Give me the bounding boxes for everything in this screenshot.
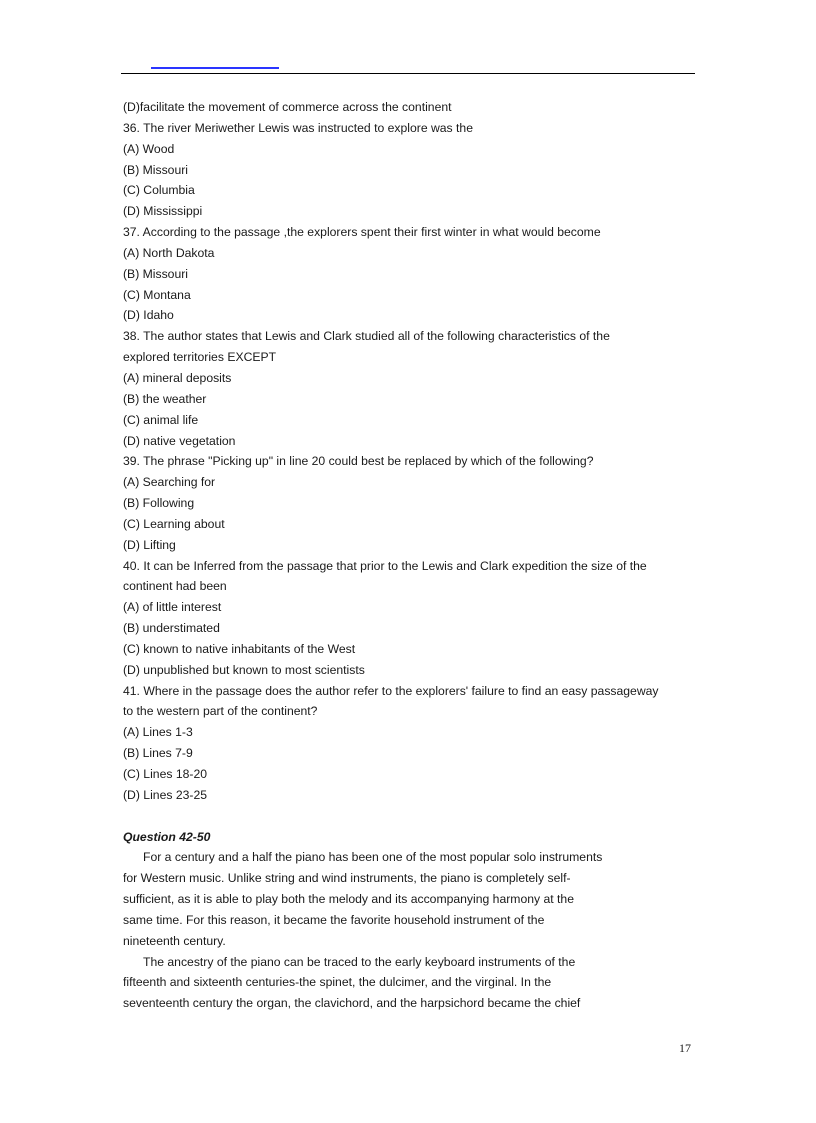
question-38-continued: explored territories EXCEPT xyxy=(123,350,277,365)
question-37: 37. According to the passage ,the explorers spent their first winter in what would become xyxy=(123,225,601,240)
question-41-continued: to the western part of the continent? xyxy=(123,704,318,719)
answer-option: (D) Mississippi xyxy=(123,204,203,219)
section-heading: Question 42-50 xyxy=(123,829,211,844)
passage-line: sufficient, as it is able to play both the melody and its accompanying harmony at the xyxy=(123,892,574,907)
passage-line: for Western music. Unlike string and wind instruments, the piano is completely self- xyxy=(123,871,571,886)
answer-option: (D) unpublished but known to most scientists xyxy=(123,662,365,677)
header-link-underline[interactable] xyxy=(151,67,279,69)
answer-option: (B) Missouri xyxy=(123,266,189,281)
answer-option: (D) native vegetation xyxy=(123,433,236,448)
answer-option: (D) Idaho xyxy=(123,308,174,323)
header-rule xyxy=(121,73,695,74)
page-content xyxy=(123,97,703,1014)
question-40-continued: continent had been xyxy=(123,579,227,594)
question-41: 41. Where in the passage does the author refer to the explorers' failure to find an easy passageway xyxy=(123,683,659,698)
question-36: 36. The river Meriwether Lewis was instructed to explore was the xyxy=(123,120,473,135)
answer-option: (C) animal life xyxy=(123,412,199,427)
answer-option: (B) Lines 7-9 xyxy=(123,746,193,761)
answer-option: (D) Lifting xyxy=(123,537,176,552)
question-38: 38. The author states that Lewis and Clark studied all of the following characteristics of the xyxy=(123,329,610,344)
question-40: 40. It can be Inferred from the passage that prior to the Lewis and Clark expedition the size of the xyxy=(123,558,647,573)
answer-option: (C) Montana xyxy=(123,287,191,302)
passage-line: The ancestry of the piano can be traced to the early keyboard instruments of the xyxy=(143,954,576,969)
passage-line: fifteenth and sixteenth centuries-the spinet, the dulcimer, and the virginal. In the xyxy=(123,975,552,990)
answer-option: (B) Following xyxy=(123,496,195,511)
text-line: (D)facilitate the movement of commerce across the continent xyxy=(123,100,452,114)
answer-option: (B) understimated xyxy=(123,621,220,636)
answer-option: (D) Lines 23-25 xyxy=(123,787,207,802)
answer-option: (A) mineral deposits xyxy=(123,370,232,385)
answer-option: (B) Missouri xyxy=(123,162,189,177)
passage-line: seventeenth century the organ, the clavichord, and the harpsichord became the chief xyxy=(123,996,581,1011)
answer-option: (A) Wood xyxy=(123,141,175,156)
answer-option: (A) Searching for xyxy=(123,475,216,490)
answer-option: (C) Columbia xyxy=(123,183,195,198)
answer-option: (B) the weather xyxy=(123,391,207,406)
passage-line: nineteenth century. xyxy=(123,933,226,948)
answer-option: (C) known to native inhabitants of the West xyxy=(123,641,356,656)
passage-line: same time. For this reason, it became the favorite household instrument of the xyxy=(123,912,545,927)
passage-line: For a century and a half the piano has been one of the most popular solo instruments xyxy=(143,850,603,865)
answer-option: (A) Lines 1-3 xyxy=(123,725,193,740)
page-number: 17 xyxy=(679,1041,691,1055)
answer-option: (A) of little interest xyxy=(123,600,222,615)
question-39: 39. The phrase "Picking up" in line 20 could best be replaced by which of the following? xyxy=(123,454,594,469)
answer-option: (A) North Dakota xyxy=(123,245,215,260)
answer-option: (C) Learning about xyxy=(123,516,225,531)
answer-option: (C) Lines 18-20 xyxy=(123,767,207,781)
